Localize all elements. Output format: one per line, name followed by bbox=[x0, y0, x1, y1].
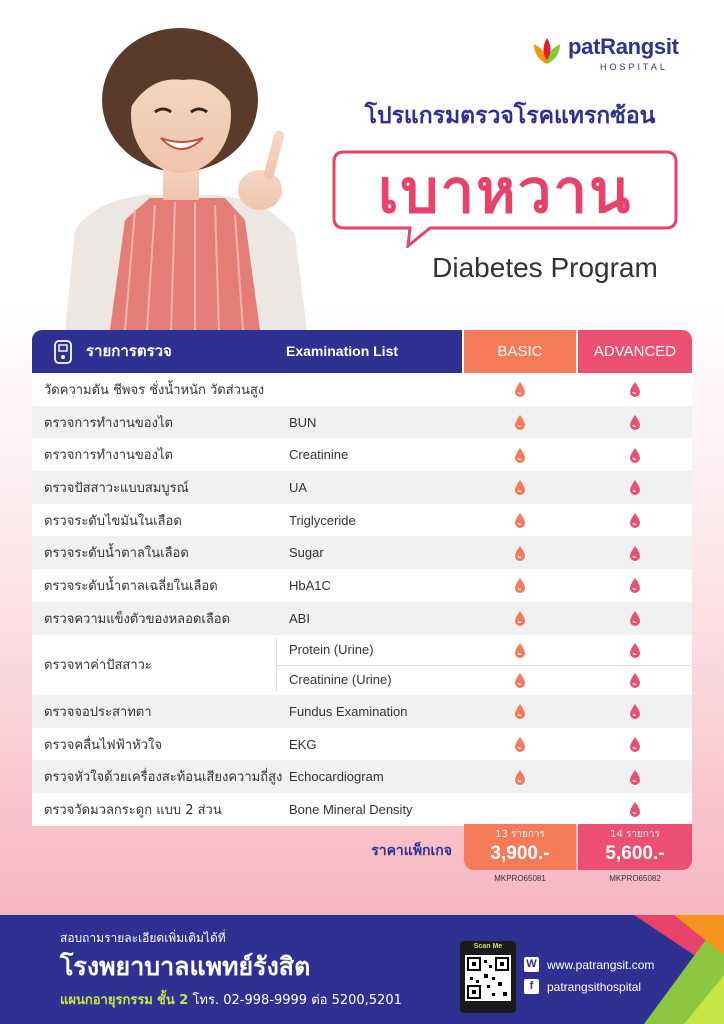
exam-name-en: Protein (Urine) bbox=[289, 642, 374, 658]
basic-check-icon bbox=[514, 545, 526, 561]
hospital-logo bbox=[530, 32, 690, 80]
advanced-check-icon bbox=[629, 381, 641, 397]
exam-name-en: HbA1C bbox=[289, 577, 331, 593]
basic-check-icon bbox=[514, 381, 526, 397]
advanced-check-icon bbox=[629, 512, 641, 528]
exam-name-th: ตรวจระดับน้ำตาลเฉลี่ยในเลือด bbox=[44, 578, 218, 594]
exam-name-en: Triglyceride bbox=[289, 512, 356, 528]
footer bbox=[0, 915, 724, 1024]
advanced-check-icon bbox=[629, 545, 641, 561]
exam-name-th: ตรวจหาค่าปัสสาวะ bbox=[44, 658, 152, 674]
basic-check-icon bbox=[514, 703, 526, 719]
advanced-check-icon bbox=[629, 703, 641, 719]
exam-name-th: ตรวจคลื่นไฟฟ้าหัวใจ bbox=[44, 737, 162, 753]
footer-hospital-name: โรงพยาบาลแพทย์รังสิต bbox=[60, 952, 311, 981]
basic-price-box bbox=[464, 824, 576, 870]
advanced-code: MKPRO65082 bbox=[609, 874, 661, 883]
web-icon: W bbox=[524, 957, 539, 972]
advanced-check-icon bbox=[629, 479, 641, 495]
exam-name-en: EKG bbox=[289, 736, 317, 752]
exam-name-en: Creatinine bbox=[289, 447, 349, 463]
program-name-en: Diabetes Program bbox=[432, 252, 658, 283]
exam-name-th: ตรวจการทำงานของไต bbox=[44, 448, 173, 464]
exam-name-en: UA bbox=[289, 479, 308, 495]
advanced-check-icon bbox=[629, 577, 641, 593]
footer-department bbox=[60, 989, 402, 1010]
website-text: www.patrangsit.com bbox=[547, 957, 655, 972]
basic-check-icon bbox=[514, 642, 526, 658]
table-row bbox=[32, 373, 692, 406]
basic-code: MKPRO65081 bbox=[494, 874, 546, 883]
scan-me-label: Scan Me bbox=[473, 943, 503, 950]
exam-name-en: Bone Mineral Density bbox=[289, 801, 413, 817]
table-row bbox=[32, 728, 692, 761]
table-row bbox=[32, 760, 692, 793]
table-row bbox=[32, 504, 692, 537]
program-headline: โปรแกรมตรวจโรคแทรกซ้อน bbox=[364, 103, 656, 129]
table-body bbox=[32, 373, 692, 826]
header-left bbox=[32, 330, 462, 373]
qr-code[interactable] bbox=[460, 941, 516, 1013]
basic-check-icon bbox=[514, 414, 526, 430]
logo-sub: HOSPITAL bbox=[600, 62, 668, 72]
basic-count: 13 รายการ bbox=[495, 829, 545, 840]
header-exam-th: รายการตรวจ bbox=[86, 342, 172, 360]
advanced-check-icon bbox=[629, 769, 641, 785]
table-row bbox=[32, 635, 692, 695]
facebook-text: patrangsithospital bbox=[547, 979, 642, 994]
department-floor: ชั้น 2 bbox=[157, 993, 189, 1008]
table-row bbox=[32, 602, 692, 635]
lotus-logo-icon bbox=[530, 34, 564, 68]
table-row bbox=[32, 793, 692, 826]
advanced-check-icon bbox=[629, 447, 641, 463]
table-row bbox=[32, 695, 692, 728]
exam-name-th: วัดความดัน ชีพจร ชั่งน้ำหนัก วัดส่วนสูง bbox=[44, 382, 265, 398]
basic-check-icon bbox=[514, 769, 526, 785]
glucose-meter-icon bbox=[52, 339, 76, 365]
basic-check-icon bbox=[514, 736, 526, 752]
advanced-price: 5,600.- bbox=[605, 843, 665, 864]
diabetes-title: เบาหวาน bbox=[377, 157, 633, 227]
table-header bbox=[32, 330, 692, 373]
exam-name-th: ตรวจระดับน้ำตาลในเลือด bbox=[44, 546, 189, 562]
advanced-check-icon bbox=[629, 736, 641, 752]
advanced-check-icon bbox=[629, 801, 641, 817]
basic-check-icon bbox=[514, 512, 526, 528]
basic-check-icon bbox=[514, 577, 526, 593]
department-name: แผนกอายุรกรรม bbox=[60, 993, 153, 1008]
exam-name-th: ตรวจระดับไขมันในเลือด bbox=[44, 513, 182, 529]
advanced-check-icon bbox=[629, 642, 641, 658]
department-phone: โทร. 02-998-9999 ต่อ 5200,5201 bbox=[192, 993, 402, 1008]
exam-name-en: Echocardiogram bbox=[289, 769, 384, 785]
exam-name-th: ตรวจจอประสาทตา bbox=[44, 704, 152, 720]
facebook-link[interactable] bbox=[524, 979, 641, 994]
exam-name-th: ตรวจปัสสาวะแบบสมบูรณ์ bbox=[44, 480, 189, 496]
exam-name-en: Fundus Examination bbox=[289, 703, 408, 719]
advanced-check-icon bbox=[629, 414, 641, 430]
exam-name-th: ตรวจหัวใจด้วยเครื่องสะท้อนเสียงความถี่สูง bbox=[44, 770, 283, 786]
exam-name-en: Sugar bbox=[289, 545, 324, 561]
basic-check-icon bbox=[514, 610, 526, 626]
pricing-row bbox=[32, 824, 692, 884]
basic-check-icon bbox=[514, 479, 526, 495]
table-row bbox=[32, 569, 692, 602]
facebook-icon: f bbox=[524, 979, 539, 994]
qr-code-icon bbox=[465, 955, 511, 1001]
woman-photo bbox=[55, 20, 315, 330]
advanced-count: 14 รายการ bbox=[610, 829, 660, 840]
exam-name-en: Creatinine (Urine) bbox=[289, 672, 392, 688]
advanced-check-icon bbox=[629, 610, 641, 626]
exam-name-en: ABI bbox=[289, 610, 310, 626]
advanced-price-box bbox=[578, 824, 692, 870]
footer-ask: สอบถามรายละเอียดเพิ่มเติมได้ที่ bbox=[60, 931, 226, 945]
table-row bbox=[32, 536, 692, 569]
header-basic: BASIC bbox=[464, 330, 576, 373]
exam-name-th: ตรวจการทำงานของไต bbox=[44, 415, 173, 431]
exam-table bbox=[32, 330, 692, 826]
exam-name-en: BUN bbox=[289, 414, 317, 430]
price-label: ราคาแพ็กเกจ bbox=[371, 843, 452, 859]
table-row bbox=[32, 471, 692, 504]
logo-name: patRangsit bbox=[568, 34, 679, 59]
basic-check-icon bbox=[514, 672, 526, 688]
basic-check-icon bbox=[514, 447, 526, 463]
table-row bbox=[32, 406, 692, 439]
website-link[interactable] bbox=[524, 957, 654, 972]
header-advanced: ADVANCED bbox=[578, 330, 692, 373]
exam-name-th: ตรวจความแข็งตัวของหลอดเลือด bbox=[44, 611, 231, 627]
exam-name-th: ตรวจวัดมวลกระดูก แบบ 2 ส่วน bbox=[44, 802, 222, 818]
table-row bbox=[32, 438, 692, 471]
header-exam-en: Examination List bbox=[286, 343, 399, 359]
basic-price: 3,900.- bbox=[490, 843, 550, 864]
advanced-check-icon bbox=[629, 672, 641, 688]
